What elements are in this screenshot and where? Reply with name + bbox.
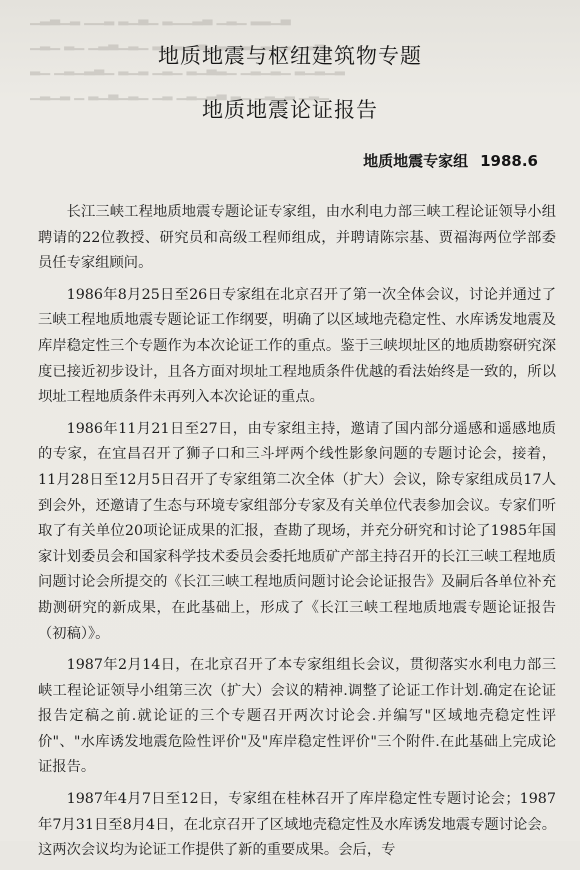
author-byline (363, 150, 538, 171)
paragraph: 1986年8月25日至26日专家组在北京召开了第一次全体会议，讨论并通过了三峡工程地质地震专题论证工作纲要，明确了以区域地壳稳定性、水库诱发地震及库岸稳定性三个专题作为本次论证工作的重点。鉴于三峡坝址区的地质勘察研究深度已接近初步设计，且各方面对坝址工程地质条件优越的看法始终是一致的，所以坝址工程地质条件未再列入本次论证的重点。 (38, 286, 556, 406)
bleed-through-text: ▁▂▃▁▂ ▁▁▂ ▂▁▃▁ ▂▁▁▂▃ ▁▂▁ ▂▂▁▃ ▁▂▁ ▂▁ ▁▂▃▁▂▁ ▂▁▂▁ ▃▁▂ ▁▂▁▂▁▂ ▁▂▃ ▂▁ ▁▂▁▂▃▁ ▂▁▂ ▁▂▁ ▂▁▃▂▁ ▁▂▁▂▁ ▂▁▂▁▂ ▁▂▁▂ ▁ ▂▁▃▁▂▁ ▁▂ ▁▂▁▂▃ ▂▁ ▁▂▁▂ ▁▂▁ (30, 11, 345, 101)
paragraph: 长江三峡工程地质地震专题论证专家组，由水利电力部三峡工程论证领导小组聘请的22位教授、研究员和高级工程师组成，并聘请陈宗基、贾福海两位学部委员任专家组顾问。 (38, 204, 556, 272)
document-date: 1988.6 (480, 152, 538, 170)
paragraph: 1987年2月14日，在北京召开了本专家组组长会议，贯彻落实水利电力部三峡工程论证领导小组第三次（扩大）会议的精神.调整了论证工作计划.确定在论证报告定稿之前.就论证的三个专题召开两次讨论会.并编写"区域地壳稳定性评价"、"水库诱发地震危险性评价"及"库岸稳定性评价"三个附件.在此基础上完成论证报告。 (38, 657, 556, 776)
author-name: 地质地震专家组 (363, 152, 469, 170)
document-title-line1: 地质地震与枢纽建筑物专题 (158, 44, 422, 68)
paragraph: 1987年4月7日至12日，专家组在桂林召开了库岸稳定性专题讨论会；1987年7月31日至8月4日，在北京召开了区域地壳稳定性及水库诱发地震专题讨论会。这两次会议均为论证工作提供了新的重要成果。会后，专 (38, 791, 556, 859)
body-text (38, 200, 556, 870)
paragraph: 1986年11月21日至27日，由专家组主持，邀请了国内部分遥感和遥感地质的专家，在宜昌召开了狮子口和三斗坪两个线性影象问题的专题讨论会，接着，11月28日至12月5日召开了专家组第二次全体（扩大）会议，除专家组成员17人到会外，还邀请了生态与环境专家组部分专家及有关单位代表参加会议。专家们听取了有关单位20项论证成果的汇报，查勘了现场，并充分研究和讨论了1985年国家计划委员会和国家科学技术委员会委托地质矿产部主持召开的长江三峡工程地质问题讨论会所提交的《长江三峡工程地质问题讨论会论证报告》及嗣后各单位补充勘测研究的新成果，在此基础上，形成了《长江三峡工程地质地震专题论证报告（初稿）》。 (38, 420, 556, 642)
document-title-line2: 地质地震论证报告 (202, 98, 378, 122)
